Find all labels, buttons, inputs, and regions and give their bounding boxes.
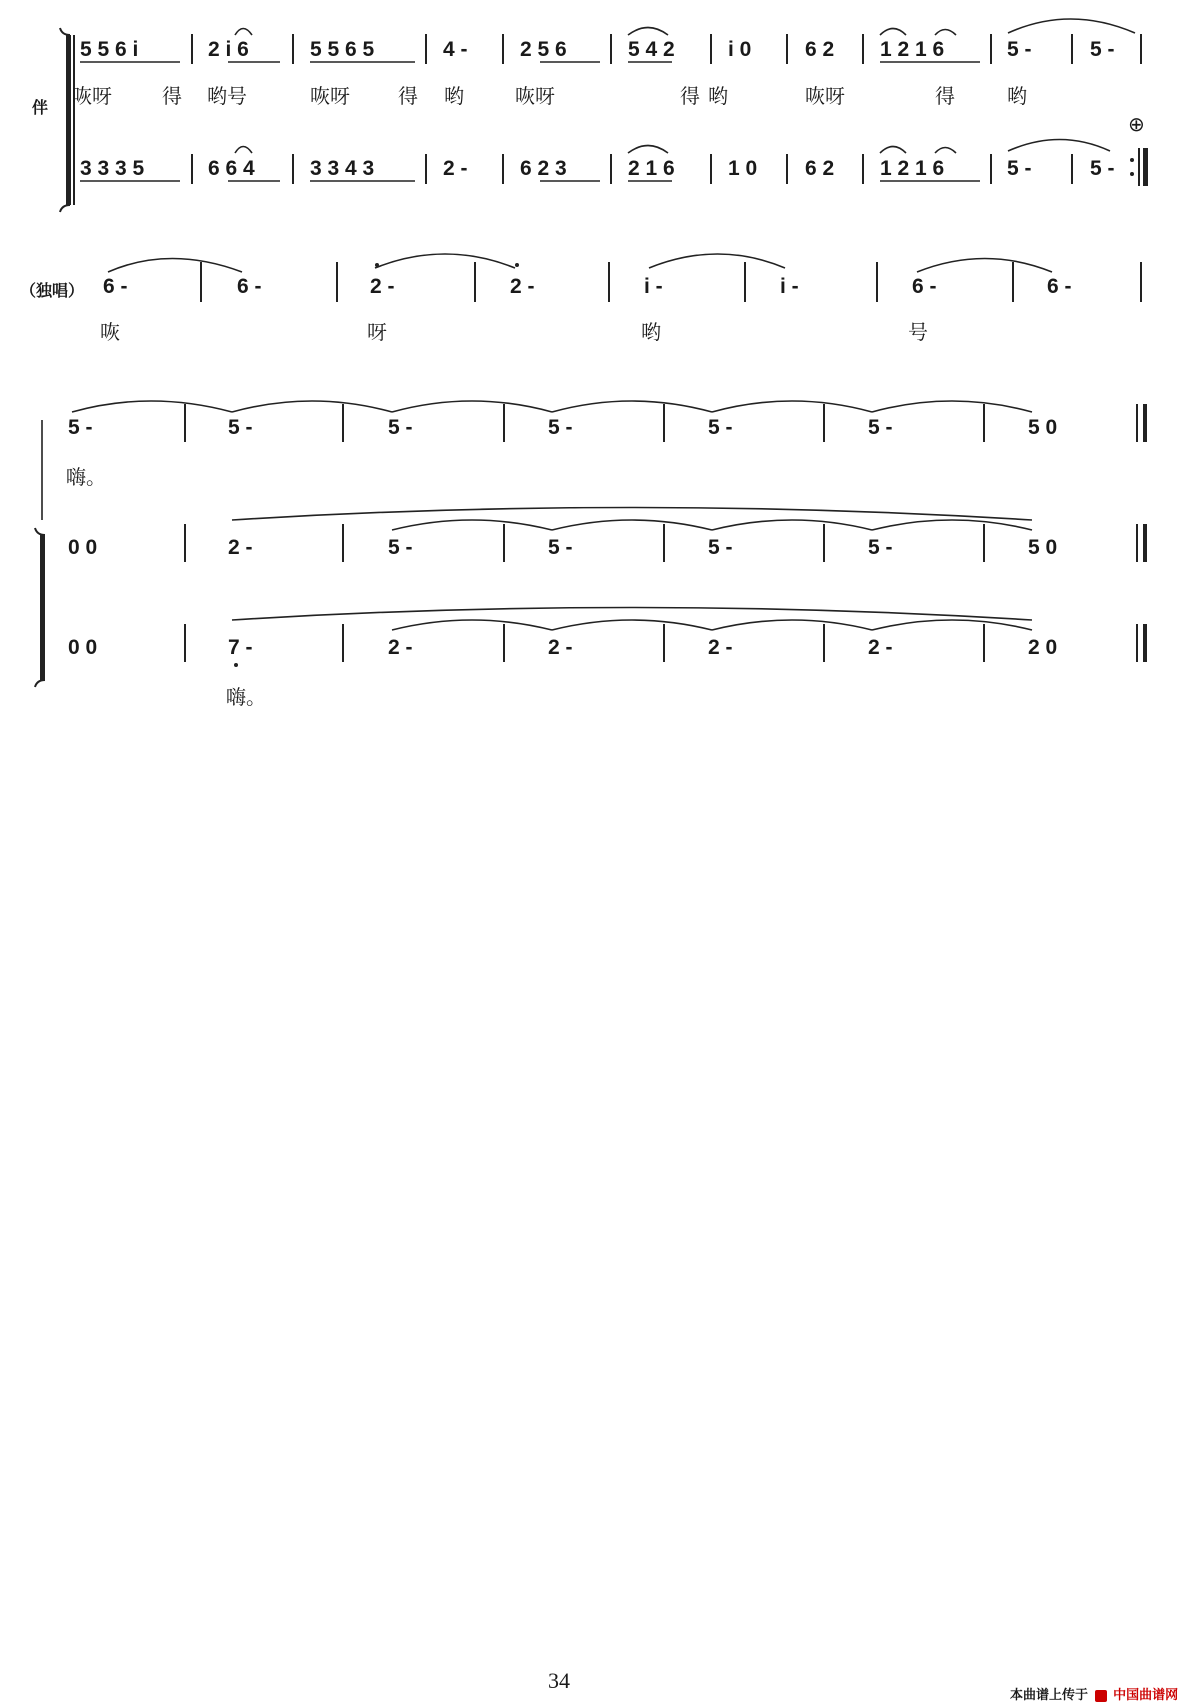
lower-measure-4: 2 - bbox=[443, 157, 468, 180]
upper-measure-6: 5 4 2 bbox=[628, 38, 675, 61]
lyric: 号 bbox=[908, 320, 928, 344]
lyric: 得 bbox=[398, 84, 418, 108]
mid-measure-5: 5 - bbox=[708, 536, 733, 559]
bottom-measure-6: 2 - bbox=[868, 636, 893, 659]
top-measure-2: 5 - bbox=[228, 416, 253, 439]
solo-measure-1: 6 - bbox=[103, 275, 128, 298]
solo-measure-8: 6 - bbox=[1047, 275, 1072, 298]
solo-measure-7: 6 - bbox=[912, 275, 937, 298]
upper-measure-1: 5 5 6 i bbox=[80, 38, 139, 61]
credit-prefix: 本曲谱上传于 bbox=[1010, 1688, 1089, 1703]
lyric: 哟 bbox=[641, 320, 661, 344]
upper-measure-9: 1 2 1 6 bbox=[880, 38, 945, 61]
site-logo-icon bbox=[1095, 1690, 1107, 1702]
lower-measure-7: 1 0 bbox=[728, 157, 758, 180]
lyric: 哟 bbox=[1007, 84, 1027, 108]
lower-measure-11: 5 - bbox=[1090, 157, 1115, 180]
lyric: 呀 bbox=[367, 320, 387, 344]
lower-measure-5: 6 2 3 bbox=[520, 157, 567, 180]
upper-measure-11: 5 - bbox=[1090, 38, 1115, 61]
upper-measure-2: 2 i 6 bbox=[208, 38, 249, 61]
mid-measure-3: 5 - bbox=[388, 536, 413, 559]
lyric: 哟 bbox=[444, 84, 464, 108]
top-measure-5: 5 - bbox=[708, 416, 733, 439]
page-number: 34 bbox=[548, 1668, 570, 1693]
top-measure-1: 5 - bbox=[68, 416, 93, 439]
lyric: 咴 bbox=[100, 320, 120, 344]
lower-measure-2: 6 6 4 bbox=[208, 157, 255, 180]
lyric: 得 bbox=[935, 84, 955, 108]
mid-measure-7: 5 0 bbox=[1028, 536, 1058, 559]
bottom-measure-2: 7 - bbox=[228, 636, 253, 659]
top-measure-7: 5 0 bbox=[1028, 416, 1058, 439]
mid-measure-4: 5 - bbox=[548, 536, 573, 559]
mid-measure-1: 0 0 bbox=[68, 536, 98, 559]
bottom-measure-4: 2 - bbox=[548, 636, 573, 659]
lyric: 得 bbox=[680, 84, 700, 108]
bottom-measure-3: 2 - bbox=[388, 636, 413, 659]
lyric: 嗨。 bbox=[226, 685, 266, 709]
upper-measure-3: 5 5 6 5 bbox=[310, 38, 375, 61]
upper-measure-8: 6 2 bbox=[805, 38, 835, 61]
top-measure-6: 5 - bbox=[868, 416, 893, 439]
upper-measure-10: 5 - bbox=[1007, 38, 1032, 61]
solo-measure-6: i - bbox=[780, 275, 799, 298]
lyric: 咴呀 bbox=[310, 84, 350, 108]
lower-measure-8: 6 2 bbox=[805, 157, 835, 180]
lower-measure-1: 3 3 3 5 bbox=[80, 157, 145, 180]
lyric: 咴呀 bbox=[515, 84, 555, 108]
upload-credit bbox=[1010, 1684, 1178, 1703]
upper-measure-5: 2 5 6 bbox=[520, 38, 567, 61]
upper-measure-4: 4 - bbox=[443, 38, 468, 61]
coda-symbol: ⊕ bbox=[1128, 112, 1145, 136]
lower-measure-3: 3 3 4 3 bbox=[310, 157, 375, 180]
solo-measure-5: i - bbox=[644, 275, 663, 298]
lyric: 得 bbox=[162, 84, 182, 108]
part-label-solo: （独唱） bbox=[20, 281, 85, 300]
mid-measure-2: 2 - bbox=[228, 536, 253, 559]
bottom-measure-7: 2 0 bbox=[1028, 636, 1058, 659]
credit-site: 中国曲谱网 bbox=[1113, 1688, 1179, 1703]
lyric: 咴呀 bbox=[805, 84, 845, 108]
mid-measure-6: 5 - bbox=[868, 536, 893, 559]
top-measure-4: 5 - bbox=[548, 416, 573, 439]
lower-measure-9: 1 2 1 6 bbox=[880, 157, 945, 180]
solo-measure-3: 2 - bbox=[370, 275, 395, 298]
lyric: 哟号 bbox=[207, 84, 247, 108]
top-measure-3: 5 - bbox=[388, 416, 413, 439]
lyric: 嗨。 bbox=[66, 465, 106, 489]
lower-measure-10: 5 - bbox=[1007, 157, 1032, 180]
lower-measure-6: 2 1 6 bbox=[628, 157, 675, 180]
bottom-measure-5: 2 - bbox=[708, 636, 733, 659]
solo-measure-2: 6 - bbox=[237, 275, 262, 298]
part-label-accompaniment: 伴 bbox=[32, 98, 49, 117]
solo-measure-4: 2 - bbox=[510, 275, 535, 298]
lyric: 咴呀 bbox=[72, 84, 112, 108]
bottom-measure-1: 0 0 bbox=[68, 636, 98, 659]
upper-measure-7: i 0 bbox=[728, 38, 752, 61]
lyric: 哟 bbox=[708, 84, 728, 108]
